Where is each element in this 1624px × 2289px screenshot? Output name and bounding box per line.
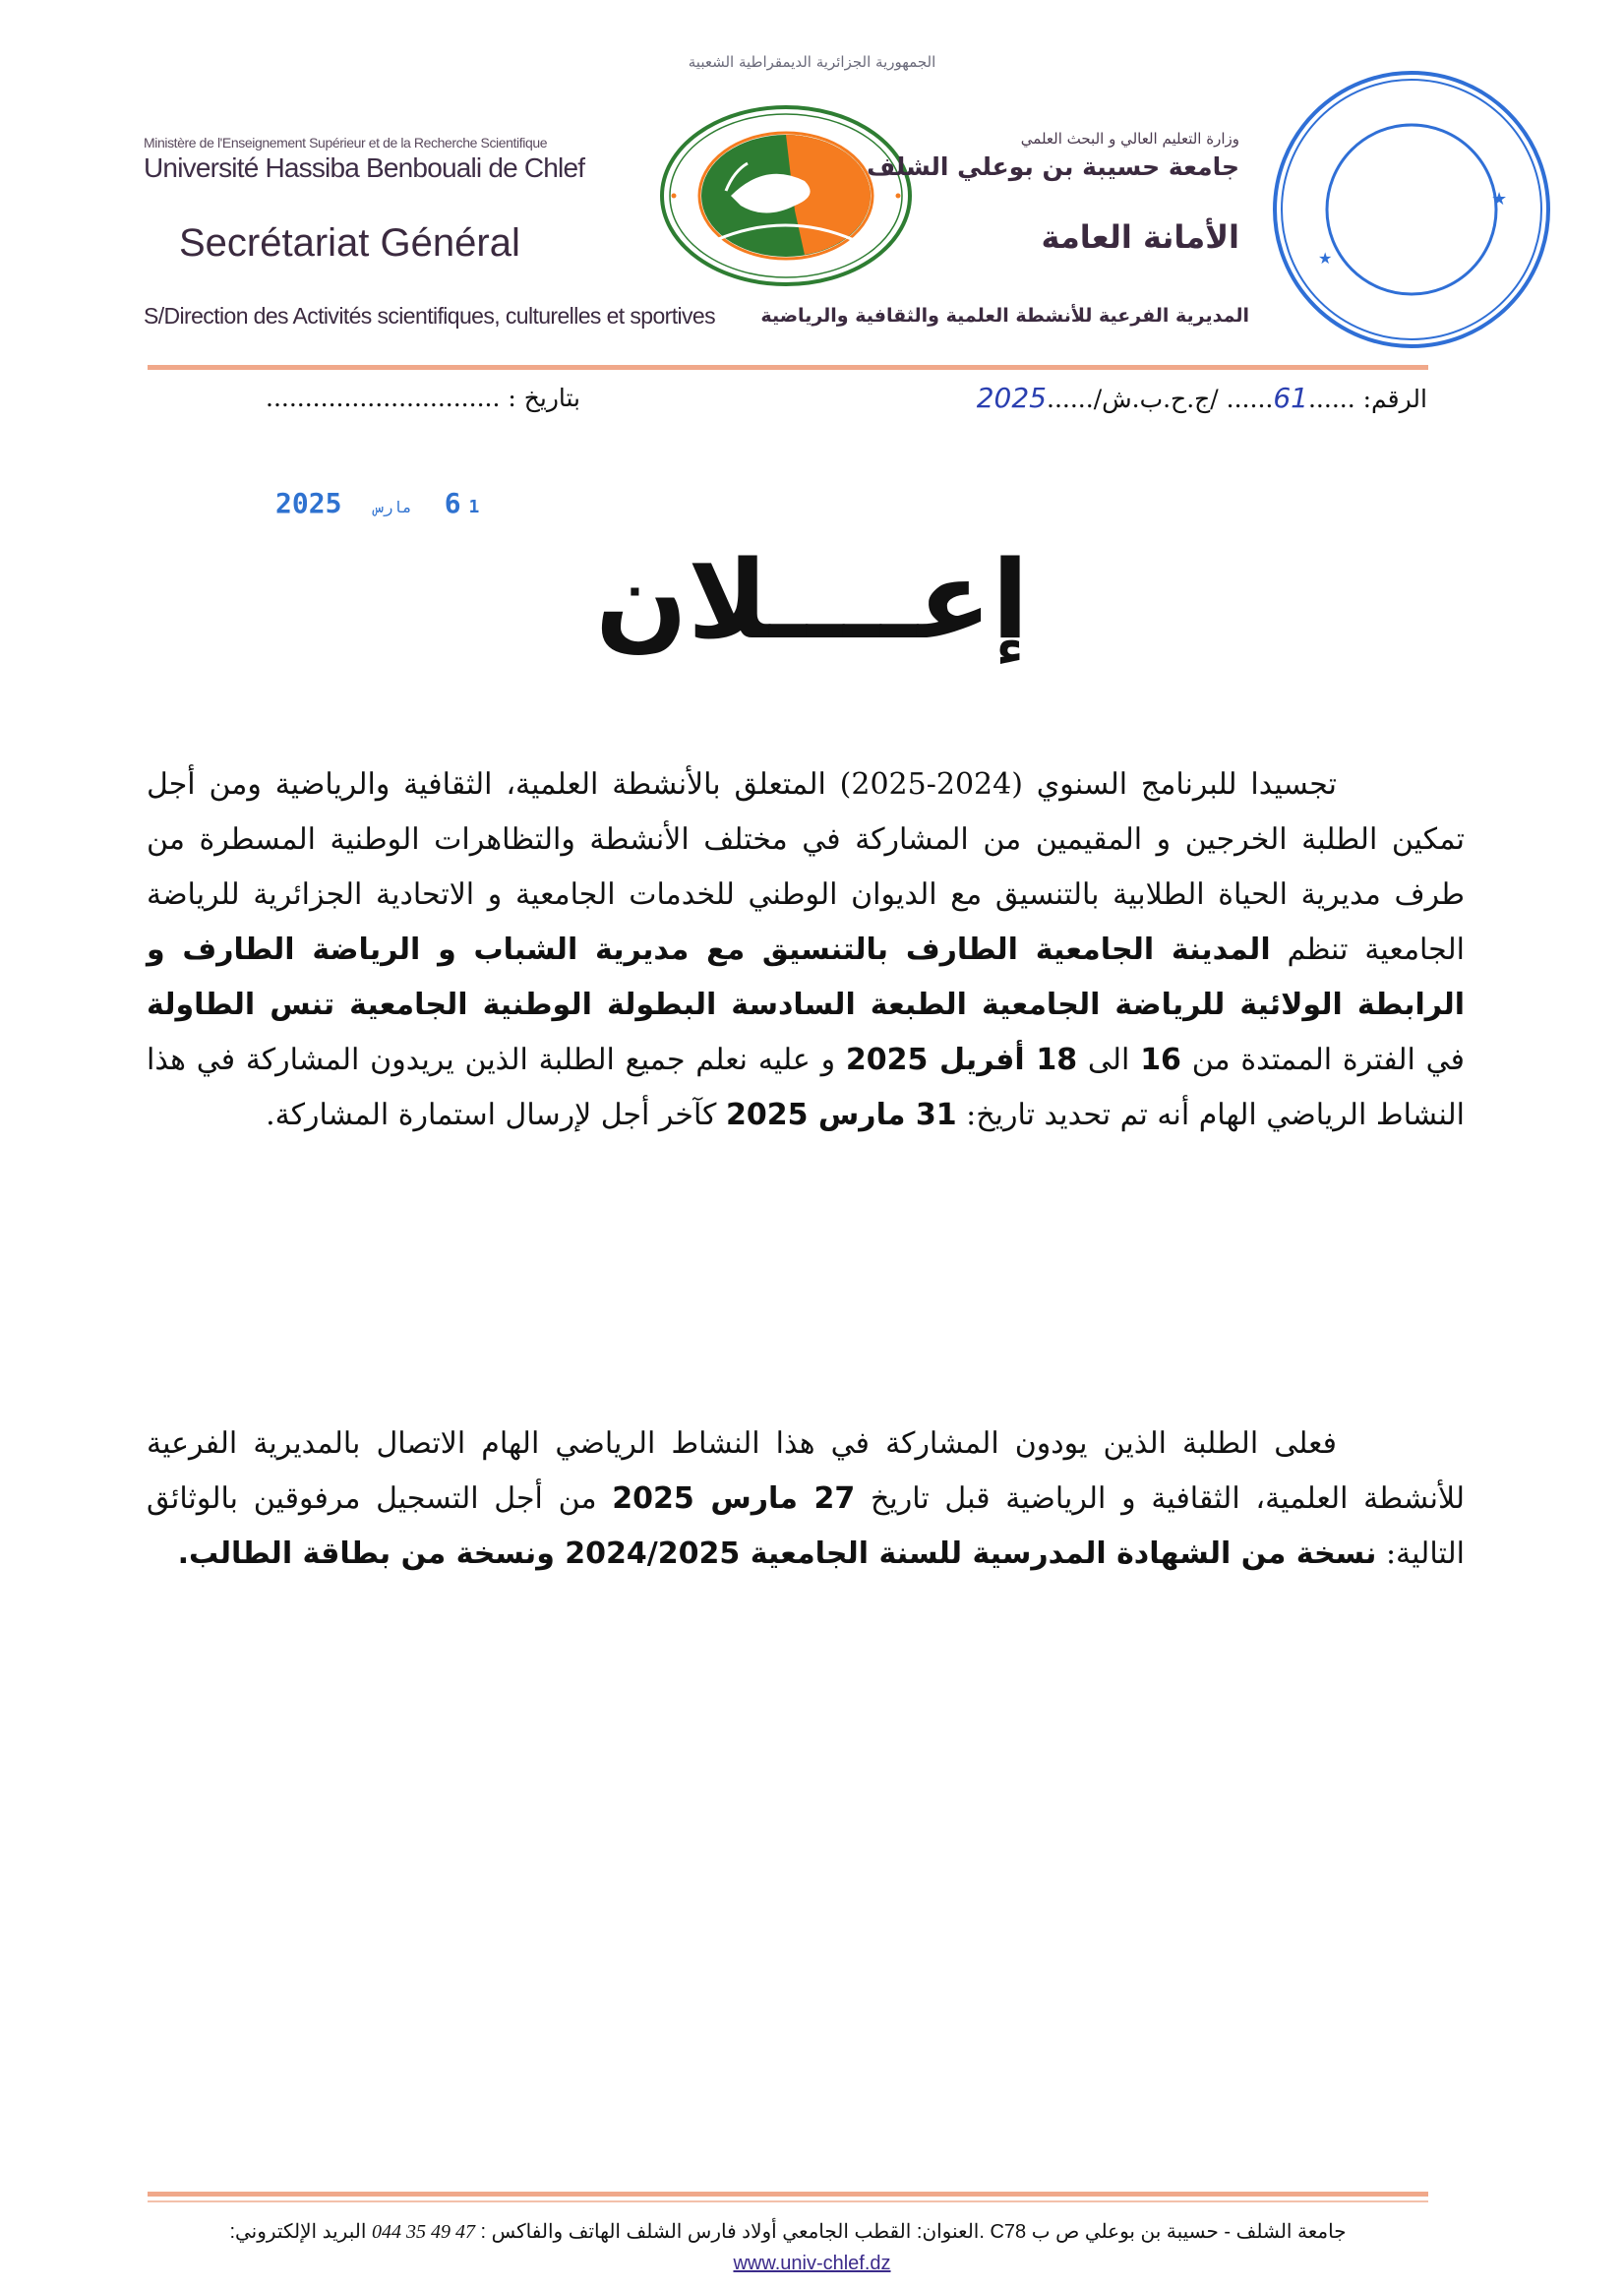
official-seal <box>1269 67 1554 352</box>
reference-year: 2025 <box>976 382 1047 414</box>
bold-text-segment: نسخة من الشهادة المدرسية للسنة الجامعية 2024/2025 ونسخة من بطاقة الطالب. <box>177 1536 1377 1571</box>
university-logo <box>657 102 915 289</box>
footer-divider-thin <box>148 2200 1428 2202</box>
ministry-ar: وزارة التعليم العالي و البحث العلمي <box>1020 130 1239 148</box>
text-segment: و عليه نعلم جميع الطلبة الذين يريدون المشاركة في هذا النشاط الرياضي الهام أنه تم تحديد تاريخ: <box>147 1043 1465 1132</box>
text-segment: الى <box>1077 1043 1141 1077</box>
date-value: .............................. <box>266 384 501 412</box>
reference-dots: ...... <box>1047 385 1094 413</box>
secretariat-ar: الأمانة العامة <box>1041 218 1239 256</box>
reference-line <box>977 381 1427 417</box>
reference-dots: ...... <box>1226 385 1274 413</box>
bold-text-segment: 18 أفريل 2025 <box>845 1043 1078 1077</box>
bold-text-segment: 16 <box>1140 1043 1181 1077</box>
subdirection-fr: S/Direction des Activités scientifiques, culturelles et sportives <box>144 303 715 329</box>
date-label: بتاريخ : <box>508 384 581 412</box>
text-segment: كآخر أجل لإرسال استمارة المشاركة. <box>266 1098 726 1132</box>
footer-website-link[interactable]: www.univ-chlef.dz <box>733 2253 891 2274</box>
text-segment: من أجل التسجيل مرفوقين بالوثائق التالية: <box>147 1481 1465 1571</box>
footer-address <box>148 2219 1428 2245</box>
body-paragraph-1 <box>147 757 1465 1143</box>
subdirection-ar: المديرية الفرعية للأنشطة العلمية والثقافية والرياضية <box>760 305 1249 327</box>
reference-code: /ج.ح.ب.ش/ <box>1093 385 1219 413</box>
svg-text:★: ★ <box>1491 189 1508 210</box>
bold-text-segment: 31 مارس 2025 <box>725 1098 957 1132</box>
republic-header: الجمهورية الجزائرية الديمقراطية الشعبية <box>688 53 936 71</box>
text-segment: فعلى الطلبة الذين يودون المشاركة في هذا النشاط الرياضي الهام الاتصال بالمديرية الفرعية للأنشطة العلمية، الثقافية و الرياضية قبل تاريخ <box>147 1426 1465 1516</box>
stamp-day: 6 <box>444 487 461 519</box>
reference-dots: ...... <box>1307 385 1355 413</box>
footer-email-label: البريد الإلكتروني: <box>229 2221 367 2243</box>
stamp-day-prefix: 1 <box>468 497 480 517</box>
reference-number: 61 <box>1273 382 1308 414</box>
header-divider <box>148 365 1428 370</box>
text-segment: تجسيدا للبرنامج السنوي (2024-2025) المتعلق بالأنشطة العلمية، الثقافية والرياضية ومن أجل تمكين الطلبة الخرجين و المقيمين من المشاركة في مختلف الأنشطة والتظاهرات الوطنية المسطرة من طرف مديرية الحياة الطلابية بالتنسيق مع الديوان الوطني للخدمات الجامعية و الاتحادية الجزائرية للرياضة الجامعية تنظم <box>147 767 1465 967</box>
text-segment: في الفترة الممتدة من <box>1180 1043 1465 1077</box>
bold-text-segment: 27 مارس 2025 <box>612 1481 856 1516</box>
date-line <box>266 381 580 416</box>
date-stamp <box>268 487 479 519</box>
bold-text-segment: المدينة الجامعية الطارف بالتنسيق مع مديرية الشباب و الرياضة الطارف و الرابطة الولائية للرياضة الجامعية الطبعة السادسة البطولة الوطنية الجامعية تنس الطاولة <box>147 933 1465 1022</box>
french-header <box>144 134 744 266</box>
body-paragraph-2 <box>147 1416 1465 1582</box>
ministry-fr: Ministère de l'Enseignement Supérieur et de la Recherche Scientifique <box>144 135 548 151</box>
reference-label: الرقم: <box>1362 385 1427 413</box>
svg-text:★: ★ <box>1318 249 1333 268</box>
university-fr: Université Hassiba Benbouali de Chlef <box>144 152 585 183</box>
arabic-header <box>867 128 1239 258</box>
university-ar: جامعة حسيبة بن بوعلي الشلف <box>867 152 1239 181</box>
footer-divider <box>148 2192 1428 2197</box>
footer-phone: 044 35 49 47 <box>371 2221 475 2243</box>
stamp-month: مارس <box>374 498 412 516</box>
announcement-title: إعــــلان <box>595 537 1029 663</box>
secretariat-fr: Secrétariat Général <box>179 221 520 265</box>
stamp-year: 2025 <box>275 487 342 519</box>
footer-address-text: جامعة الشلف - حسيبة بن بوعلي ص ب C78 .العنوان: القطب الجامعي أولاد فارس الشلف الهاتف والفاكس : <box>480 2221 1347 2243</box>
